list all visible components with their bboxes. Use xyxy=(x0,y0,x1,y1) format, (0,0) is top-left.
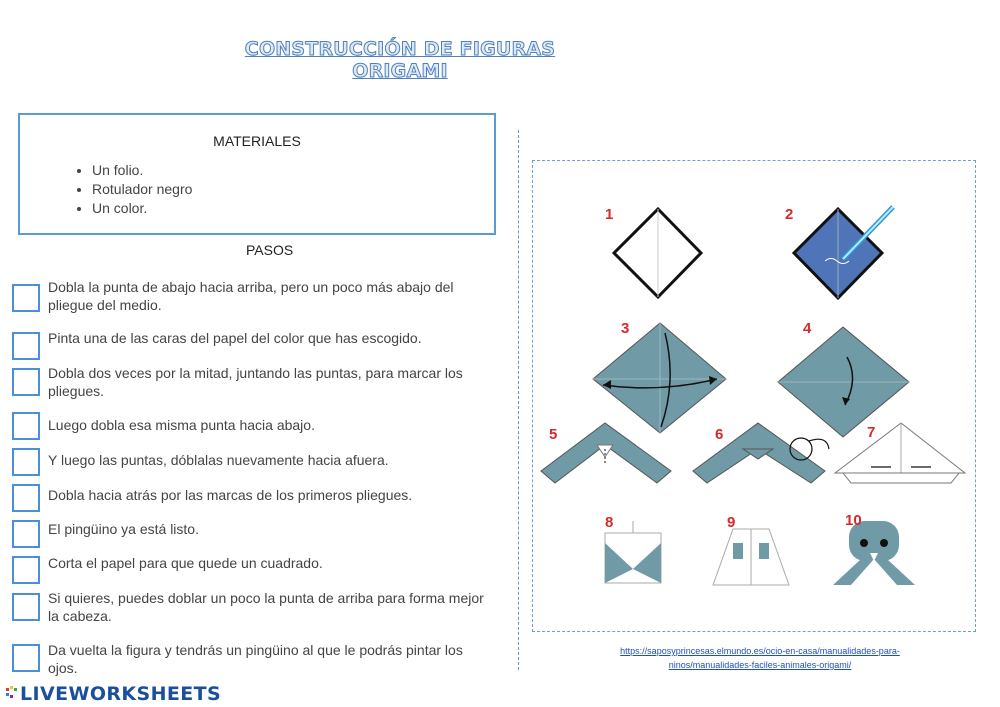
steps-heading: PASOS xyxy=(246,242,294,258)
step-row xyxy=(12,278,502,322)
step-text: Luego dobla esa misma punta hacia abajo. xyxy=(48,417,315,433)
step-checkbox[interactable] xyxy=(12,332,40,360)
step-number: 8 xyxy=(605,514,614,531)
origami-diagram xyxy=(533,161,975,631)
fold-step-4 xyxy=(778,327,909,437)
materials-item: • Rotulador negro xyxy=(92,180,192,199)
step-text: Y luego las puntas, dóblalas nuevamente hacia afuera. xyxy=(48,452,389,468)
fold-step-8 xyxy=(605,521,661,583)
step-checkbox[interactable] xyxy=(12,368,40,396)
step-checkbox[interactable] xyxy=(12,644,40,672)
fold-step-5 xyxy=(541,423,671,483)
step-text: Dobla la punta de abajo hacia arriba, pero un poco más abajo del pliegue del medio. xyxy=(48,279,454,313)
step-checkbox[interactable] xyxy=(12,593,40,621)
step-number: 2 xyxy=(785,206,794,223)
step-number: 4 xyxy=(803,320,812,337)
fold-step-6 xyxy=(693,423,829,483)
step-number: 7 xyxy=(867,424,876,441)
step-checkbox[interactable] xyxy=(12,412,40,440)
materials-item: • Un folio. xyxy=(92,161,192,180)
step-text: Corta el papel para que quede un cuadrado. xyxy=(48,555,323,571)
fold-step-2 xyxy=(794,207,893,298)
step-text: Pinta una de las caras del papel del color que has escogido. xyxy=(48,330,422,346)
step-number: 6 xyxy=(715,426,724,443)
step-number: 5 xyxy=(549,426,558,443)
step-number: 3 xyxy=(621,320,630,337)
step-checkbox[interactable] xyxy=(12,448,40,476)
step-number: 9 xyxy=(727,514,736,531)
materials-item: • Un color. xyxy=(92,199,192,218)
fold-step-1 xyxy=(614,209,701,297)
liveworksheets-logo: LIVEWORKSHEETS xyxy=(20,683,222,705)
source-link[interactable] xyxy=(560,644,960,672)
fold-step-3 xyxy=(593,323,726,433)
source-link-line[interactable]: https://saposyprincesas.elmundo.es/ocio-en-casa/manualidades-para- xyxy=(620,646,900,656)
step-checkbox[interactable] xyxy=(12,520,40,548)
step-text: Da vuelta la figura y tendrás un pingüino al que le podrás pintar los ojos. xyxy=(48,642,463,676)
step-number: 10 xyxy=(845,512,862,529)
column-divider xyxy=(518,130,519,670)
page-title: CONSTRUCCIÓN DE FIGURAS ORIGAMI xyxy=(244,38,556,82)
step-text: Dobla hacia atrás por las marcas de los primeros pliegues. xyxy=(48,487,413,503)
source-link-line[interactable]: ninos/manualidades-faciles-animales-origami/ xyxy=(668,660,852,670)
fold-step-9 xyxy=(713,529,789,585)
step-checkbox[interactable] xyxy=(12,284,40,312)
step-row xyxy=(12,364,502,408)
step-text: Dobla dos veces por la mitad, juntando las puntas, para marcar los pliegues. xyxy=(48,365,463,399)
step-row xyxy=(12,589,502,633)
step-checkbox[interactable] xyxy=(12,484,40,512)
step-text: El pingüino ya está listo. xyxy=(48,521,199,537)
step-row xyxy=(12,641,502,685)
materials-list xyxy=(72,161,192,218)
materials-box xyxy=(18,113,496,235)
origami-diagram-box xyxy=(532,160,976,632)
fold-step-10 xyxy=(833,521,915,585)
step-text: Si quieres, puedes doblar un poco la punta de arriba para forma mejor la cabeza. xyxy=(48,590,484,624)
step-checkbox[interactable] xyxy=(12,556,40,584)
liveworksheets-logo-icon xyxy=(6,686,20,702)
materials-heading: MATERIALES xyxy=(213,133,301,149)
fold-step-7 xyxy=(835,423,965,483)
step-number: 1 xyxy=(605,206,614,223)
